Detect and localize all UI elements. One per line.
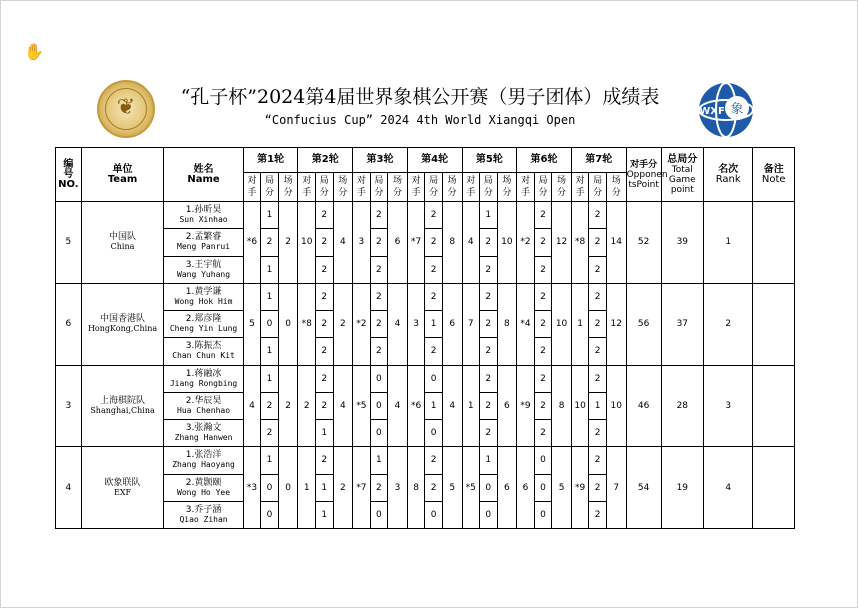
round-1-game-score: 1 [261,256,279,283]
player-name [164,420,243,447]
player-name-en: Zhang Hanwen [174,433,233,443]
opponent-points: 46 [626,365,661,447]
round-4-opponent: 8 [407,447,425,529]
round-2-game-score: 2 [315,365,333,392]
wxf-logo-glyph: 象 [730,102,744,117]
round-4-match-points: 8 [442,202,462,284]
player-name-cn: 3.张瀚文 [185,423,222,434]
round-2-match-subheader: 场分 [333,173,353,202]
total-game-points: 28 [661,365,703,447]
round-2-game-score: 2 [315,229,333,256]
round-6-game-score: 2 [534,338,552,365]
round-6-match-points: 12 [552,202,572,284]
round-4-game-score: 2 [425,229,443,256]
round-7-opponent-subheader: 对手 [571,173,589,202]
player-name [164,474,243,501]
round-3-game-score: 2 [370,229,388,256]
round-3-game-subheader: 局分 [370,173,388,202]
round-2-match-points: 2 [333,447,353,529]
round-6-game-score: 2 [534,202,552,229]
round-4-match-subheader: 场分 [442,173,462,202]
round-6-opponent: *4 [517,283,535,365]
player-row [56,447,795,474]
player-name-en: Sun Xinhao [179,215,228,225]
opponent-points: 52 [626,202,661,284]
round-7-game-score: 2 [589,229,607,256]
round-2-opponent: *8 [298,283,316,365]
team-body [56,202,795,529]
col-opp-header: 对手分 Opponen tsPoint [626,148,661,202]
round-3-match-points: 3 [388,447,408,529]
round-5-game-score: 2 [480,365,498,392]
round-7-match-points: 14 [606,202,626,284]
team-no: 5 [56,202,82,284]
round-2-opponent-subheader: 对手 [298,173,316,202]
round-4-game-score: 2 [425,447,443,474]
player-name-cn: 3.陈振杰 [185,341,222,352]
round-7-game-subheader: 局分 [589,173,607,202]
round-2-opponent: 2 [298,365,316,447]
round-6-game-score: 2 [534,256,552,283]
team-name-cn: 中国香港队 [100,314,146,325]
round-3-match-subheader: 场分 [388,173,408,202]
player-name [164,283,243,310]
round-1-game-score: 2 [261,392,279,419]
round-4-game-score: 2 [425,474,443,501]
round-6-match-subheader: 场分 [552,173,572,202]
round-2-game-score: 2 [315,202,333,229]
round-3-opponent-subheader: 对手 [353,173,371,202]
round-3-match-points: 4 [388,365,408,447]
player-name [164,229,243,256]
round-3-header: 第3轮 [353,148,408,173]
page-subtitle: “Confucius Cup” 2024 4th World Xiangqi Open [264,113,576,127]
round-2-game-score: 2 [315,311,333,338]
player-name-cn: 1.蒋融冰 [185,368,222,379]
note [753,283,795,365]
round-2-game-score: 1 [315,501,333,528]
round-4-game-score: 2 [425,338,443,365]
wxf-logo [697,81,755,139]
logo-glyph-icon: ❦ [116,95,136,120]
col-rank-header: 名次 Rank [703,148,753,202]
round-6-opponent: *9 [517,365,535,447]
round-7-game-score: 2 [589,474,607,501]
round-6-game-score: 0 [534,474,552,501]
round-7-game-score: 2 [589,420,607,447]
total-game-points: 37 [661,283,703,365]
round-1-game-score: 2 [261,229,279,256]
round-5-game-score: 2 [480,256,498,283]
round-3-game-score: 0 [370,365,388,392]
col-name-header: 姓名 Name [164,148,243,202]
round-2-game-score: 2 [315,447,333,474]
hand-cursor-icon: ✋ [24,42,44,61]
team-name-en: China [110,242,135,252]
round-1-match-points: 0 [278,283,298,365]
team-no: 4 [56,447,82,529]
round-6-opponent-subheader: 对手 [517,173,535,202]
player-name-en: Wong Hok Him [174,296,233,306]
player-name-cn: 1.孙昕昊 [185,205,222,216]
round-7-match-subheader: 场分 [606,173,626,202]
round-2-game-score: 2 [315,283,333,310]
player-name-en: Zhang Haoyang [172,460,235,470]
round-3-opponent: 3 [353,202,371,284]
round-5-game-score: 2 [480,420,498,447]
round-1-opponent: 5 [243,283,261,365]
round-7-game-score: 1 [589,392,607,419]
player-name-cn: 2.黄颢颐 [185,477,222,488]
round-3-game-score: 0 [370,420,388,447]
round-3-game-score: 1 [370,447,388,474]
player-name [164,256,243,283]
round-3-game-score: 0 [370,501,388,528]
round-4-game-subheader: 局分 [425,173,443,202]
rank: 4 [703,447,753,529]
round-2-game-score: 1 [315,420,333,447]
round-5-game-score: 2 [480,283,498,310]
round-6-game-score: 2 [534,229,552,256]
round-4-header: 第4轮 [407,148,462,173]
round-6-opponent: *2 [517,202,535,284]
round-5-game-score: 2 [480,338,498,365]
round-6-match-points: 10 [552,283,572,365]
player-name-cn: 2.郑彦隆 [185,314,222,325]
player-name-en: Wong Ho Yee [177,487,231,497]
round-1-game-subheader: 局分 [261,173,279,202]
player-name-en: Meng Panrui [177,242,231,252]
round-2-header: 第2轮 [298,148,353,173]
round-5-game-score: 0 [480,474,498,501]
round-1-match-points: 0 [278,447,298,529]
round-5-match-points: 6 [497,365,517,447]
round-5-header: 第5轮 [462,148,517,173]
round-7-opponent: 10 [571,365,589,447]
player-name [164,392,243,419]
player-name-cn: 3.乔子涵 [185,504,222,515]
round-6-game-score: 2 [534,311,552,338]
player-name-en: Cheng Yin Lung [169,324,238,334]
round-4-game-score: 2 [425,256,443,283]
player-name-cn: 2.孟繁睿 [185,232,222,243]
round-5-opponent: 7 [462,283,480,365]
round-5-opponent: 4 [462,202,480,284]
round-4-game-score: 1 [425,311,443,338]
rank: 2 [703,283,753,365]
round-7-match-points: 10 [606,365,626,447]
round-5-game-score: 2 [480,229,498,256]
round-7-opponent: *8 [571,202,589,284]
round-1-opponent: 4 [243,365,261,447]
round-5-game-score: 0 [480,501,498,528]
round-7-match-points: 7 [606,447,626,529]
round-1-game-score: 1 [261,202,279,229]
round-5-game-score: 2 [480,311,498,338]
round-3-game-score: 2 [370,474,388,501]
round-3-opponent: *2 [353,283,371,365]
round-4-game-score: 0 [425,365,443,392]
round-4-match-points: 4 [442,365,462,447]
col-note-header: 备注 Note [753,148,795,202]
player-name-en: Jiang Rongbing [169,378,238,388]
confucius-cup-logo [97,80,155,138]
opponent-points: 56 [626,283,661,365]
team-name-cn: 上海棋院队 [100,395,146,406]
round-2-game-score: 2 [315,256,333,283]
round-5-match-points: 10 [497,202,517,284]
round-1-match-points: 2 [278,365,298,447]
player-name [164,202,243,229]
round-5-match-points: 8 [497,283,517,365]
total-game-points: 19 [661,447,703,529]
team-no: 6 [56,283,82,365]
round-3-game-score: 2 [370,283,388,310]
round-5-game-score: 1 [480,202,498,229]
rank: 3 [703,365,753,447]
round-6-game-score: 0 [534,501,552,528]
round-6-game-score: 2 [534,283,552,310]
round-4-game-score: 0 [425,501,443,528]
round-4-game-score: 2 [425,283,443,310]
round-4-game-score: 0 [425,420,443,447]
note [753,365,795,447]
player-name [164,365,243,392]
player-name-cn: 3.王宇航 [185,259,222,270]
team-cell [81,365,164,447]
round-1-game-score: 0 [261,474,279,501]
team-no: 3 [56,365,82,447]
round-7-game-score: 2 [589,283,607,310]
round-7-game-score: 2 [589,256,607,283]
round-2-opponent: 10 [298,202,316,284]
wxf-logo-text: WXF [699,106,725,117]
round-1-game-score: 0 [261,501,279,528]
player-row [56,283,795,310]
col-total-header: 总局分 Total Game point [661,148,703,202]
round-3-opponent: *7 [353,447,371,529]
round-3-opponent: *5 [353,365,371,447]
round-7-game-score: 2 [589,447,607,474]
round-5-match-points: 6 [497,447,517,529]
round-4-opponent: 3 [407,283,425,365]
team-name-en: EXF [114,487,132,497]
player-name-en: Hua Chenhao [177,405,231,415]
team-cell [81,283,164,365]
round-1-opponent: *6 [243,202,261,284]
round-7-game-score: 2 [589,501,607,528]
round-6-match-points: 8 [552,365,572,447]
round-7-opponent: *9 [571,447,589,529]
round-4-game-score: 1 [425,392,443,419]
round-5-opponent: 1 [462,365,480,447]
team-name-en: Shanghai,China [90,405,155,415]
round-6-header: 第6轮 [517,148,572,173]
round-5-game-score: 1 [480,447,498,474]
round-2-game-subheader: 局分 [315,173,333,202]
player-row [56,202,795,229]
round-4-opponent-subheader: 对手 [407,173,425,202]
team-name-en: HongKong,China [87,324,158,334]
round-5-match-subheader: 场分 [497,173,517,202]
player-name [164,501,243,528]
round-6-opponent: 6 [517,447,535,529]
round-3-match-points: 4 [388,283,408,365]
total-game-points: 39 [661,202,703,284]
round-2-game-score: 2 [315,338,333,365]
round-1-game-score: 1 [261,338,279,365]
note [753,447,795,529]
round-3-game-score: 2 [370,338,388,365]
note [753,202,795,284]
round-3-game-score: 2 [370,311,388,338]
round-6-game-score: 0 [534,447,552,474]
col-team-header: 单位 Team [81,148,164,202]
player-row [56,365,795,392]
round-3-match-points: 6 [388,202,408,284]
round-4-opponent: *7 [407,202,425,284]
player-name-cn: 1.张浩洋 [185,450,222,461]
round-1-header: 第1轮 [243,148,298,173]
round-2-opponent: 1 [298,447,316,529]
round-7-game-score: 2 [589,338,607,365]
round-1-opponent: *3 [243,447,261,529]
round-1-opponent-subheader: 对手 [243,173,261,202]
player-name-en: Qiao Zihan [179,514,228,524]
team-name-cn: 欧象联队 [104,477,141,488]
round-3-game-score: 2 [370,256,388,283]
round-6-game-score: 2 [534,420,552,447]
player-name-cn: 1.黄学谦 [185,286,222,297]
round-6-game-score: 2 [534,365,552,392]
player-name-en: Wang Yuhang [177,269,231,279]
round-1-match-points: 2 [278,202,298,284]
round-2-game-score: 1 [315,474,333,501]
round-4-game-score: 2 [425,202,443,229]
player-name [164,311,243,338]
opponent-points: 54 [626,447,661,529]
player-name-en: Chan Chun Kit [172,351,235,361]
round-5-opponent: *5 [462,447,480,529]
page-title: “孔子杯”2024第4届世界象棋公开赛（男子团体）成绩表 [180,86,660,108]
round-1-game-score: 1 [261,365,279,392]
team-cell [81,202,164,284]
round-4-match-points: 6 [442,283,462,365]
round-2-match-points: 2 [333,283,353,365]
round-1-game-score: 1 [261,447,279,474]
team-name-cn: 中国队 [109,232,137,243]
round-2-match-points: 4 [333,202,353,284]
round-3-game-score: 2 [370,202,388,229]
results-table [55,147,795,529]
round-5-game-score: 2 [480,392,498,419]
round-1-game-score: 0 [261,311,279,338]
round-6-game-subheader: 局分 [534,173,552,202]
player-name [164,338,243,365]
round-2-match-points: 4 [333,365,353,447]
round-5-game-subheader: 局分 [480,173,498,202]
round-5-opponent-subheader: 对手 [462,173,480,202]
round-7-header: 第7轮 [571,148,626,173]
round-1-game-score: 2 [261,420,279,447]
col-no-header: 编 号 NO. [56,148,82,202]
round-7-game-score: 2 [589,365,607,392]
round-2-game-score: 2 [315,392,333,419]
player-name [164,447,243,474]
round-1-match-subheader: 场分 [278,173,298,202]
round-6-match-points: 5 [552,447,572,529]
round-7-match-points: 12 [606,283,626,365]
round-6-game-score: 2 [534,392,552,419]
round-7-opponent: 1 [571,283,589,365]
team-cell [81,447,164,529]
round-7-game-score: 2 [589,202,607,229]
rank: 1 [703,202,753,284]
round-4-opponent: *6 [407,365,425,447]
round-3-game-score: 0 [370,392,388,419]
round-1-game-score: 1 [261,283,279,310]
round-4-match-points: 5 [442,447,462,529]
round-7-game-score: 2 [589,311,607,338]
player-name-cn: 2.华辰昊 [185,395,222,406]
